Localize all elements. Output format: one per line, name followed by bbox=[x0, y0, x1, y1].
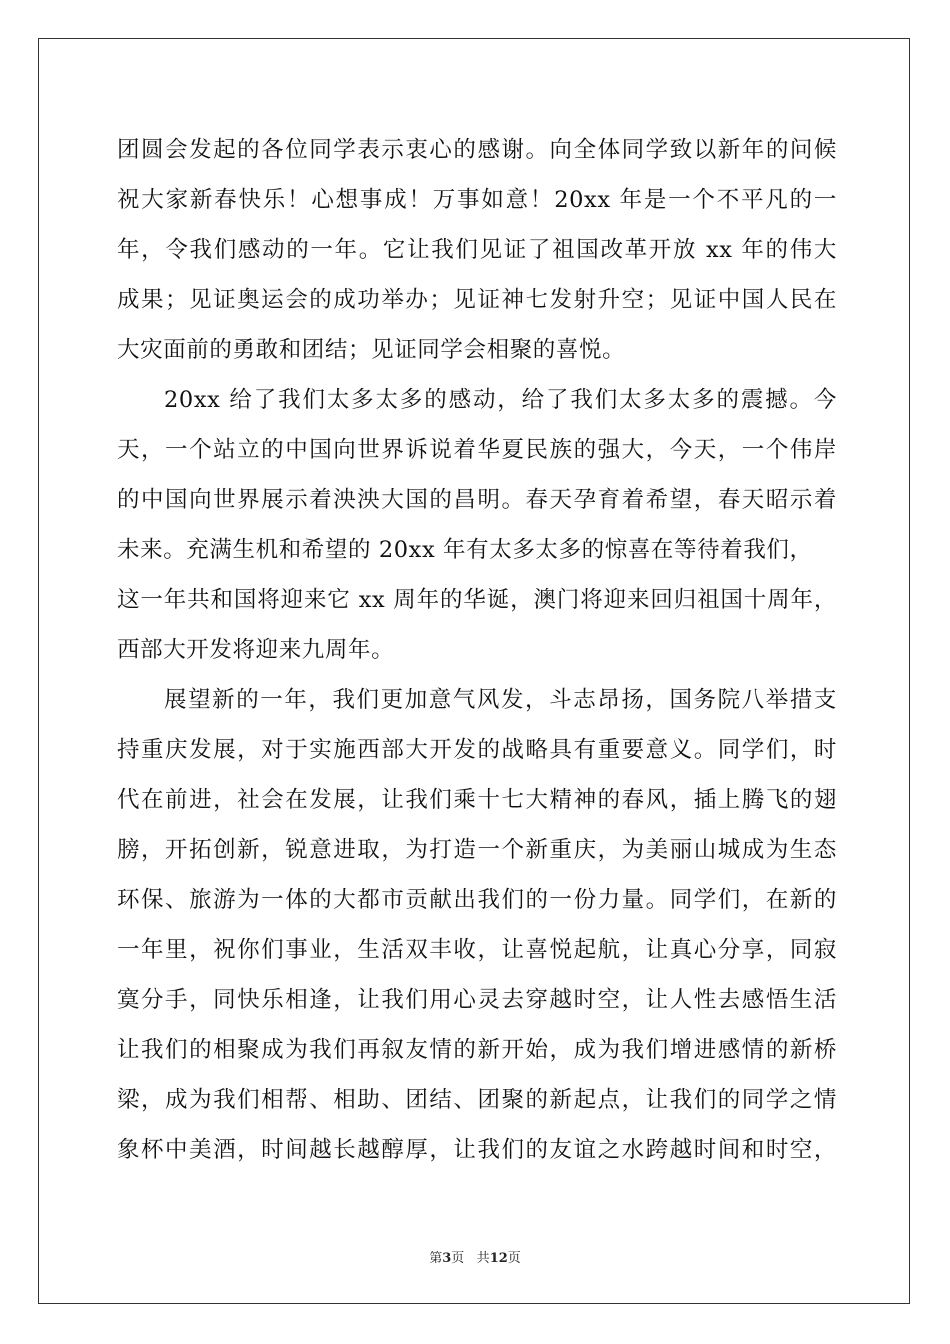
text-line: 团圆会发起的各位同学表示衷心的感谢。向全体同学致以新年的问候 bbox=[117, 137, 837, 163]
document-body bbox=[117, 125, 837, 1175]
text-line: 祝大家新春快乐！心想事成！万事如意！20xx 年是一个不平凡的一 bbox=[117, 187, 837, 213]
paragraph-first-line: 20xx 给了我们太多太多的感动，给了我们太多太多的震撼。今 bbox=[164, 387, 837, 413]
footer-total-suffix: 页 bbox=[507, 1251, 521, 1266]
text-line: 西部大开发将迎来九周年。 bbox=[117, 637, 395, 663]
text-line: 这一年共和国将迎来它 xx 周年的华诞，澳门将迎来回归祖国十周年， bbox=[117, 587, 837, 613]
text-line: 一年里，祝你们事业，生活双丰收，让喜悦起航，让真心分享，同寂 bbox=[117, 937, 837, 963]
text-line: 年，令我们感动的一年。它让我们见证了祖国改革开放 xx 年的伟大 bbox=[117, 237, 837, 263]
text-line: 成果；见证奥运会的成功举办；见证神七发射升空；见证中国人民在 bbox=[117, 287, 837, 313]
text-line: 大灾面前的勇敢和团结；见证同学会相聚的喜悦。 bbox=[117, 337, 626, 363]
footer-total-prefix: 共 bbox=[476, 1251, 490, 1266]
text-line: 象杯中美酒，时间越长越醇厚，让我们的友谊之水跨越时间和时空， bbox=[117, 1137, 837, 1163]
paragraph-first-line: 展望新的一年，我们更加意气风发，斗志昂扬，国务院八举措支 bbox=[164, 687, 837, 713]
page-footer bbox=[0, 1247, 950, 1266]
text-line: 代在前进，社会在发展，让我们乘十七大精神的春风，插上腾飞的翅 bbox=[117, 787, 837, 813]
text-line: 未来。充满生机和希望的 20xx 年有太多太多的惊喜在等待着我们， bbox=[117, 537, 813, 563]
text-line: 环保、旅游为一体的大都市贡献出我们的一份力量。同学们，在新的 bbox=[117, 887, 837, 913]
total-page-count: 12 bbox=[489, 1251, 508, 1266]
text-line: 天，一个站立的中国向世界诉说着华夏民族的强大，今天，一个伟岸 bbox=[117, 437, 837, 463]
text-line: 寞分手，同快乐相逢，让我们用心灵去穿越时空，让人性去感悟生活 bbox=[117, 987, 837, 1013]
footer-prefix: 第 bbox=[429, 1251, 443, 1266]
footer-page-suffix: 页 bbox=[451, 1251, 465, 1266]
text-line: 梁，成为我们相帮、相助、团结、团聚的新起点，让我们的同学之情 bbox=[117, 1087, 837, 1113]
text-line: 的中国向世界展示着泱泱大国的昌明。春天孕育着希望，春天昭示着 bbox=[117, 487, 837, 513]
text-line: 持重庆发展，对于实施西部大开发的战略具有重要意义。同学们，时 bbox=[117, 737, 837, 763]
text-line: 让我们的相聚成为我们再叙友情的新开始，成为我们增进感情的新桥 bbox=[117, 1037, 837, 1063]
text-line: 膀，开拓创新，锐意进取，为打造一个新重庆，为美丽山城成为生态 bbox=[117, 837, 837, 863]
current-page-number: 3 bbox=[442, 1251, 452, 1266]
